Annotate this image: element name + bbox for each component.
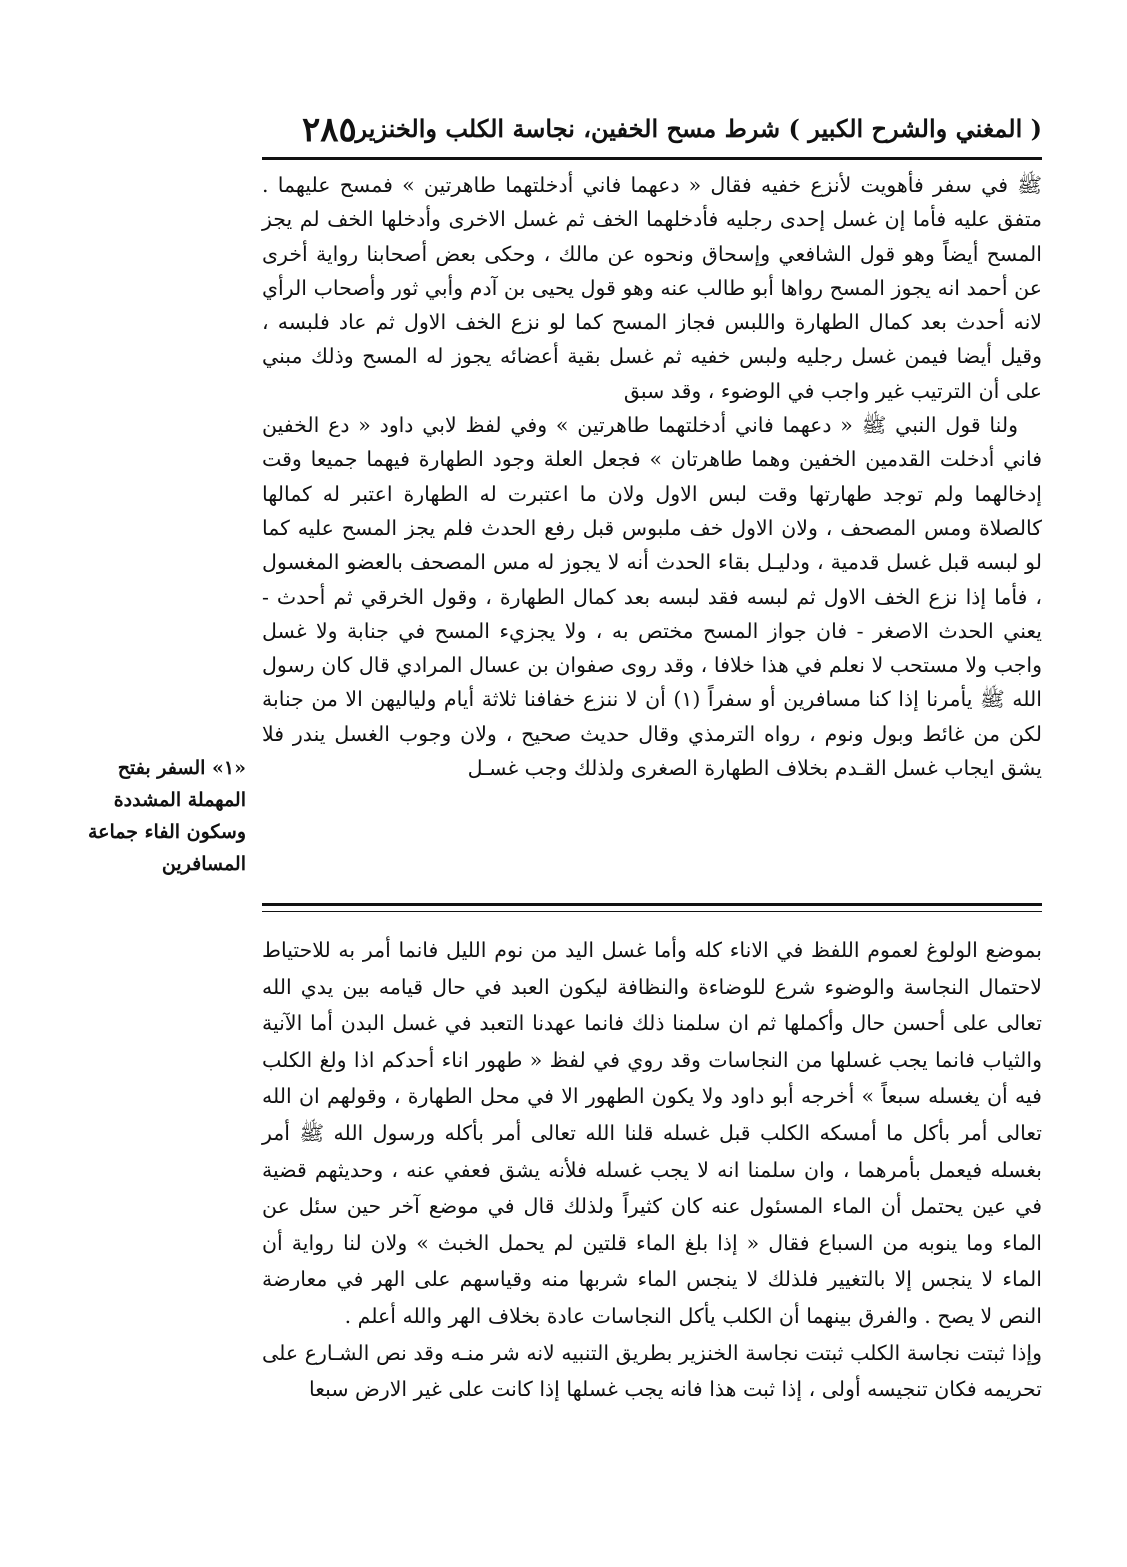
section-divider (262, 903, 1042, 906)
lower-paragraph: بموضع الولوغ لعموم اللفظ في الاناء كله وأما غسل اليد من نوم الليل فانما أمر به للاحتياط لاحتمال النجاسة والوضوء شرع للوضاءة والنظافة ليكون العبد في حال قيامه بين يدي الله تعالى على أحسن حال وأكملها ثم ان سلمنا ذلك فانما عهدنا التعبد في غسل البدن أما الآنية والثياب فانما يجب غسلها من النجاسات وقد روي في لفظ « طهور اناء أحدكم اذا ولغ الكلب فيه أن يغسله سبعاً » أخرجه أبو داود ولا يكون الطهور الا في محل الطهارة ، وقولهم ان الله تعالى أمر بأكل ما أمسكه الكلب قبل غسله قلنا الله تعالى أمر بأكله ورسول الله ﷺ أمر بغسله فيعمل بأمرهما ، وان سلمنا انه لا يجب غسله فلأنه يشق فعفي عنه ، وحديثهم قضية في عين يحتمل أن الماء المسئول عنه كان كثيراً ولذلك قال في موضع آخر حين سئل عن الماء وما ينوبه من السباع فقال « إذا بلغ الماء قلتين لم يحمل الخبث » ولان لنا رواية أن الماء لا ينجس إلا بالتغيير فلذلك لا ينجس الماء شربها منه وقياسهم على الهر في معارضة النص لا يصح . والفرق بينهما أن الكلب يأكل النجاسات عادة بخلاف الهر والله أعلم . (262, 938, 1042, 1328)
main-text-block (262, 168, 1042, 785)
main-paragraph: ولنا قول النبي ﷺ « دعهما فاني أدخلتهما طاهرتين » وفي لفظ لابي داود « دع الخفين فاني أدخلت القدمين الخفين وهما طاهرتان » فجعل العلة وجود الطهارة فيهما جميعا وقت إدخالهما ولم توجد طهارتها وقت لبس الاول ولان ما اعتبرت له الطهارة اعتبر له كمالها كالصلاة ومس المصحف ، ولان الاول خف ملبوس قبل رفع الحدث فلم يجز المسح عليه كما لو لبسه قبل غسل قدمية ، ودليـل بقاء الحدث أنه لا يجوز له مس المصحف بالعضو المغسول ، فأما إذا نزع الخف الاول ثم لبسه فقد لبسه بعد كمال الطهارة ، وقول الخرقي ثم أحدث - يعني الحدث الاصغر - فان جواز المسح مختص به ، ولا يجزيء المسح في جنابة ولا غسل واجب ولا مستحب لا نعلم في هذا خلافا ، وقد روى صفوان بن عسال المرادي قال كان رسول الله ﷺ يأمرنا إذا كنا مسافرين أو سفراً (١) أن لا ننزع خفافنا ثلاثة أيام ولياليهن الا من جنابة لكن من غائط وبول ونوم ، رواه الترمذي وقال حديث صحيح ، ولان وجوب الغسل يندر فلا يشق ايجاب غسل القـدم بخلاف الطهارة الصغرى ولذلك وجب غسـل (262, 413, 1042, 781)
running-header (262, 108, 1042, 154)
page-number: ٢٨٥ (302, 110, 357, 150)
main-paragraph: ﷺ في سفر فأهويت لأنزع خفيه فقال « دعهما فاني أدخلتهما طاهرتين » فمسح عليهما . متفق عليه فأما إن غسل إحدى رجليه فأدخلهما الخف ثم غسل الاخرى وأدخلها الخف لم يجز المسح أيضاً وهو قول الشافعي وإسحاق ونحوه عن مالك ، وحكى بعض أصحابنا رواية أخرى عن أحمد انه يجوز المسح رواها أبو طالب عنه وهو قول يحيى بن آدم وأبي ثور وأصحاب الرأي لانه أحدث بعد كمال الطهارة واللبس فجاز المسح كما لو نزع الخف الاول ثم عاد فلبسه ، وقيل أيضا فيمن غسل رجليه ولبس خفيه ثم غسل بقية أعضائه يجوز له المسح وذلك مبني على أن الترتيب غير واجب في الوضوء ، وقد سبق (262, 173, 1042, 403)
section-divider-thin (262, 911, 1042, 912)
margin-footnote: «١» السفر بفتح المهملة المشددة وسكون الفاء جماعة المسافرين (87, 757, 246, 875)
lower-text-block (262, 932, 1042, 1408)
lower-paragraph: وإذا ثبتت نجاسة الكلب ثبتت نجاسة الخنزير بطريق التنبيه لانه شر منـه وقد نص الشـارع على تحريمه فكان تنجيسه أولى ، إذا ثبت هذا فانه يجب غسلها إذا كانت على غير الارض سبعا (262, 1340, 1042, 1402)
header-title: ( المغني والشرح الكبير ) شرط مسح الخفين، نجاسة الكلب والخنزير (355, 114, 1042, 143)
header-rule (262, 157, 1042, 160)
